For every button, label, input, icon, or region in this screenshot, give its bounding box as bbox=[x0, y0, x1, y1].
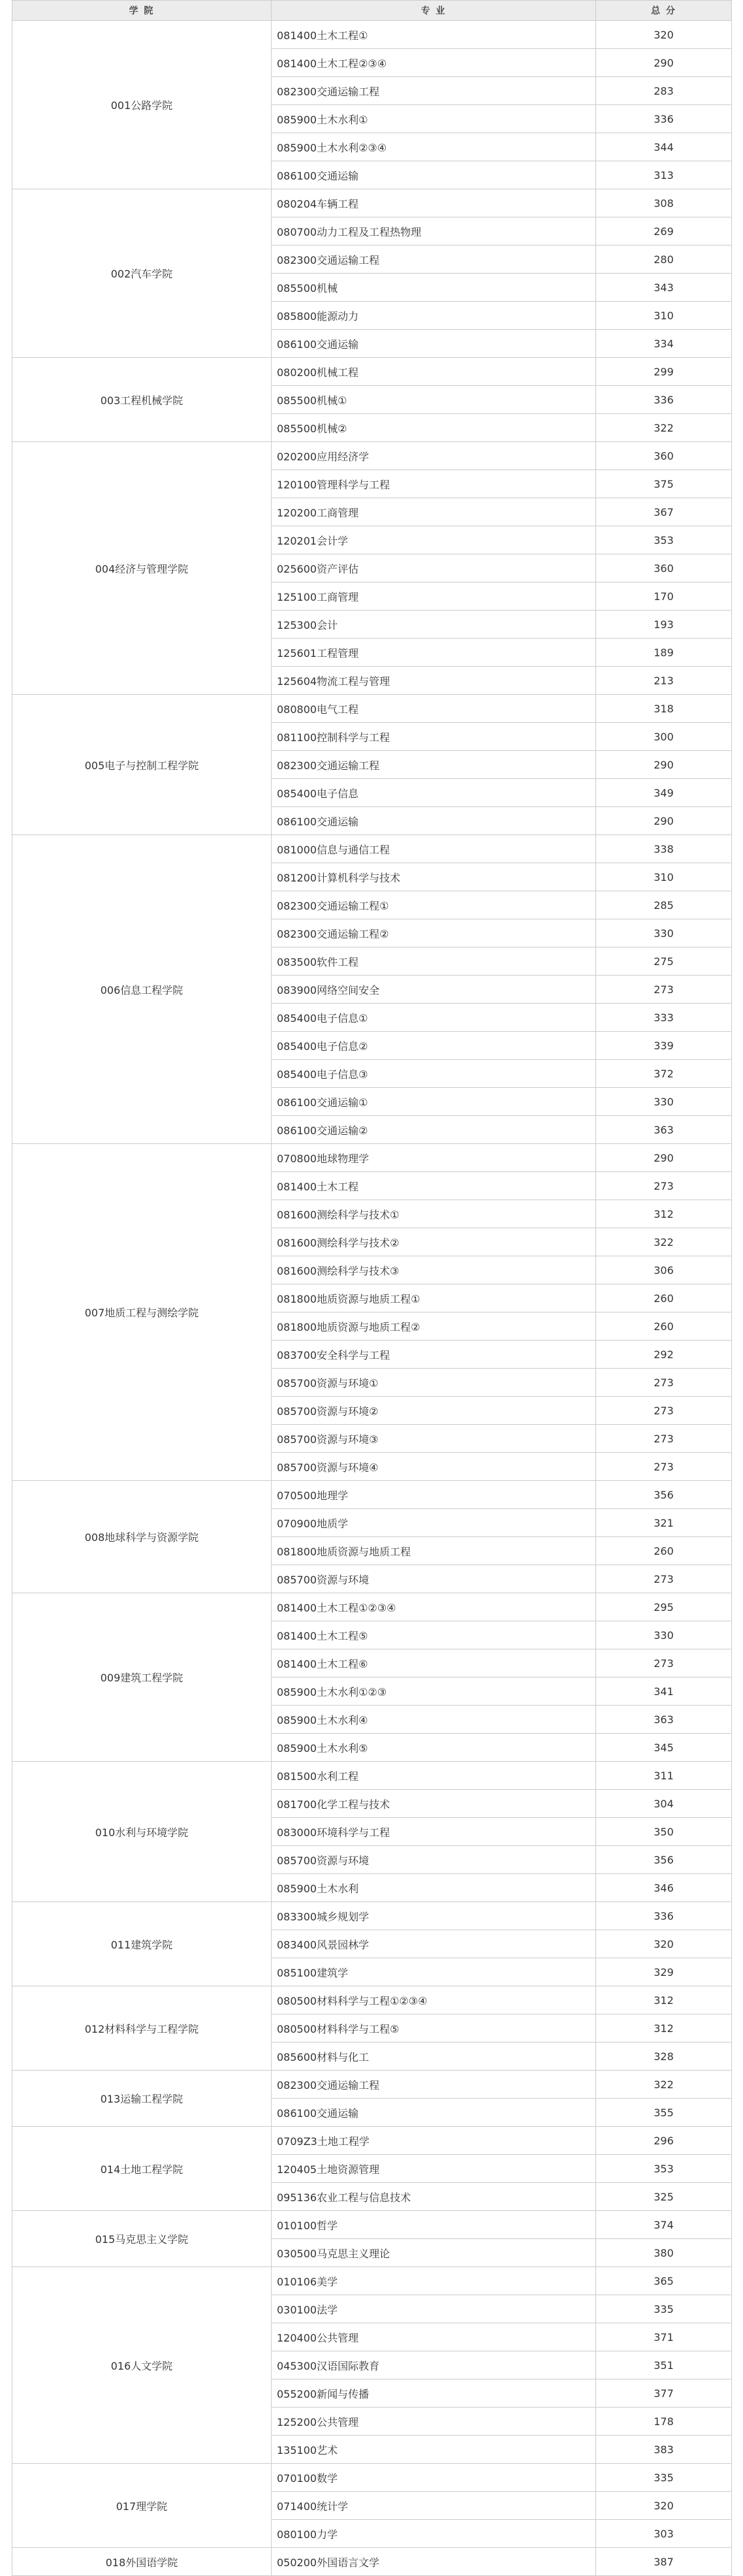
table-row bbox=[12, 2464, 732, 2492]
major-name: 025600资产评估 bbox=[272, 554, 596, 582]
college-name: 017理学院 bbox=[12, 2464, 272, 2548]
total-score: 275 bbox=[596, 947, 732, 976]
major-name: 081400土木工程⑥ bbox=[272, 1649, 596, 1678]
total-score: 350 bbox=[596, 1818, 732, 1846]
major-name: 081800地质资源与地质工程② bbox=[272, 1312, 596, 1341]
total-score: 333 bbox=[596, 1004, 732, 1032]
total-score: 328 bbox=[596, 2043, 732, 2071]
major-name: 120100管理科学与工程 bbox=[272, 470, 596, 498]
major-name: 086100交通运输 bbox=[272, 807, 596, 835]
major-name: 080100力学 bbox=[272, 2520, 596, 2548]
total-score: 371 bbox=[596, 2323, 732, 2351]
major-name: 125200公共管理 bbox=[272, 2408, 596, 2436]
total-score: 377 bbox=[596, 2379, 732, 2408]
major-name: 070100数学 bbox=[272, 2464, 596, 2492]
table-row bbox=[12, 442, 732, 470]
major-name: 085900土木水利④ bbox=[272, 1706, 596, 1734]
total-score: 193 bbox=[596, 611, 732, 639]
total-score: 273 bbox=[596, 1565, 732, 1593]
total-score: 273 bbox=[596, 1453, 732, 1481]
major-name: 081400土木工程②③④ bbox=[272, 49, 596, 77]
total-score: 363 bbox=[596, 1706, 732, 1734]
major-name: 081400土木工程⑤ bbox=[272, 1621, 596, 1649]
major-name: 081400土木工程① bbox=[272, 21, 596, 49]
total-score: 285 bbox=[596, 891, 732, 919]
total-score: 360 bbox=[596, 442, 732, 470]
table-row bbox=[12, 1986, 732, 2014]
total-score: 321 bbox=[596, 1509, 732, 1537]
table-row bbox=[12, 695, 732, 723]
total-score: 312 bbox=[596, 1200, 732, 1228]
total-score: 320 bbox=[596, 21, 732, 49]
table-body bbox=[12, 21, 732, 2576]
college-name: 009建筑工程学院 bbox=[12, 1593, 272, 1762]
total-score: 339 bbox=[596, 1032, 732, 1060]
major-name: 080500材料科学与工程①②③④ bbox=[272, 1986, 596, 2014]
major-name: 125604物流工程与管理 bbox=[272, 667, 596, 695]
total-score: 353 bbox=[596, 2155, 732, 2183]
total-score: 375 bbox=[596, 470, 732, 498]
total-score: 322 bbox=[596, 2071, 732, 2099]
major-name: 070800地球物理学 bbox=[272, 1144, 596, 1172]
total-score: 303 bbox=[596, 2520, 732, 2548]
total-score: 299 bbox=[596, 358, 732, 386]
major-name: 085400电子信息 bbox=[272, 779, 596, 807]
college-name: 006信息工程学院 bbox=[12, 835, 272, 1144]
major-name: 083000环境科学与工程 bbox=[272, 1818, 596, 1846]
total-score: 306 bbox=[596, 1256, 732, 1284]
major-name: 085900土木水利②③④ bbox=[272, 133, 596, 161]
total-score: 312 bbox=[596, 1986, 732, 2014]
major-name: 085900土木水利① bbox=[272, 105, 596, 133]
major-name: 081400土木工程①②③④ bbox=[272, 1593, 596, 1621]
header-score: 总 分 bbox=[596, 1, 732, 21]
total-score: 273 bbox=[596, 1369, 732, 1397]
major-name: 071400统计学 bbox=[272, 2492, 596, 2520]
major-name: 0709Z3土地工程学 bbox=[272, 2127, 596, 2155]
total-score: 260 bbox=[596, 1284, 732, 1312]
total-score: 336 bbox=[596, 105, 732, 133]
total-score: 178 bbox=[596, 2408, 732, 2436]
major-name: 081500水利工程 bbox=[272, 1762, 596, 1790]
total-score: 349 bbox=[596, 779, 732, 807]
major-name: 085100建筑学 bbox=[272, 1958, 596, 1986]
major-name: 083900网络空间安全 bbox=[272, 976, 596, 1004]
table-row bbox=[12, 21, 732, 49]
table-row bbox=[12, 1481, 732, 1509]
major-name: 030500马克思主义理论 bbox=[272, 2239, 596, 2267]
total-score: 320 bbox=[596, 2492, 732, 2520]
total-score: 292 bbox=[596, 1341, 732, 1369]
total-score: 273 bbox=[596, 976, 732, 1004]
major-name: 010106美学 bbox=[272, 2267, 596, 2295]
major-name: 070900地质学 bbox=[272, 1509, 596, 1537]
major-name: 082300交通运输工程② bbox=[272, 919, 596, 947]
major-name: 135100艺术 bbox=[272, 2436, 596, 2464]
total-score: 351 bbox=[596, 2351, 732, 2379]
major-name: 082300交通运输工程① bbox=[272, 891, 596, 919]
major-name: 086100交通运输 bbox=[272, 2099, 596, 2127]
total-score: 310 bbox=[596, 302, 732, 330]
major-name: 125601工程管理 bbox=[272, 639, 596, 667]
total-score: 334 bbox=[596, 330, 732, 358]
table-row bbox=[12, 1144, 732, 1172]
total-score: 343 bbox=[596, 274, 732, 302]
total-score: 353 bbox=[596, 526, 732, 554]
major-name: 082300交通运输工程 bbox=[272, 246, 596, 274]
major-name: 070500地理学 bbox=[272, 1481, 596, 1509]
total-score: 308 bbox=[596, 189, 732, 217]
table-row bbox=[12, 2267, 732, 2295]
total-score: 330 bbox=[596, 919, 732, 947]
major-name: 085900土木水利⑤ bbox=[272, 1734, 596, 1762]
total-score: 312 bbox=[596, 2014, 732, 2043]
table-row bbox=[12, 358, 732, 386]
major-name: 085700资源与环境④ bbox=[272, 1453, 596, 1481]
major-name: 086100交通运输 bbox=[272, 330, 596, 358]
total-score: 295 bbox=[596, 1593, 732, 1621]
total-score: 296 bbox=[596, 2127, 732, 2155]
major-name: 085400电子信息② bbox=[272, 1032, 596, 1060]
major-name: 120200工商管理 bbox=[272, 498, 596, 526]
total-score: 344 bbox=[596, 133, 732, 161]
major-name: 085500机械 bbox=[272, 274, 596, 302]
total-score: 290 bbox=[596, 1144, 732, 1172]
major-name: 120201会计学 bbox=[272, 526, 596, 554]
total-score: 356 bbox=[596, 1846, 732, 1874]
table-row bbox=[12, 2548, 732, 2576]
college-name: 012材料科学与工程学院 bbox=[12, 1986, 272, 2071]
major-name: 083400风景园林学 bbox=[272, 1930, 596, 1958]
major-name: 081600测绘科学与技术③ bbox=[272, 1256, 596, 1284]
college-name: 013运输工程学院 bbox=[12, 2071, 272, 2127]
major-name: 085700资源与环境 bbox=[272, 1565, 596, 1593]
total-score: 341 bbox=[596, 1678, 732, 1706]
total-score: 170 bbox=[596, 582, 732, 611]
total-score: 365 bbox=[596, 2267, 732, 2295]
major-name: 081700化学工程与技术 bbox=[272, 1790, 596, 1818]
major-name: 085500机械① bbox=[272, 386, 596, 414]
total-score: 322 bbox=[596, 414, 732, 442]
college-name: 005电子与控制工程学院 bbox=[12, 695, 272, 835]
major-name: 045300汉语国际教育 bbox=[272, 2351, 596, 2379]
total-score: 311 bbox=[596, 1762, 732, 1790]
major-name: 085700资源与环境 bbox=[272, 1846, 596, 1874]
college-name: 007地质工程与测绘学院 bbox=[12, 1144, 272, 1481]
total-score: 310 bbox=[596, 863, 732, 891]
major-name: 085800能源动力 bbox=[272, 302, 596, 330]
major-name: 081600测绘科学与技术① bbox=[272, 1200, 596, 1228]
total-score: 360 bbox=[596, 554, 732, 582]
major-name: 081100控制科学与工程 bbox=[272, 723, 596, 751]
major-name: 081800地质资源与地质工程① bbox=[272, 1284, 596, 1312]
total-score: 335 bbox=[596, 2464, 732, 2492]
total-score: 345 bbox=[596, 1734, 732, 1762]
major-name: 120400公共管理 bbox=[272, 2323, 596, 2351]
total-score: 273 bbox=[596, 1649, 732, 1678]
major-name: 085400电子信息① bbox=[272, 1004, 596, 1032]
table-row bbox=[12, 2127, 732, 2155]
major-name: 080800电气工程 bbox=[272, 695, 596, 723]
college-name: 002汽车学院 bbox=[12, 189, 272, 358]
table-row bbox=[12, 1902, 732, 1930]
total-score: 380 bbox=[596, 2239, 732, 2267]
college-name: 014土地工程学院 bbox=[12, 2127, 272, 2211]
total-score: 329 bbox=[596, 1958, 732, 1986]
major-name: 083500软件工程 bbox=[272, 947, 596, 976]
total-score: 335 bbox=[596, 2295, 732, 2323]
total-score: 372 bbox=[596, 1060, 732, 1088]
major-name: 080700动力工程及工程热物理 bbox=[272, 217, 596, 246]
total-score: 346 bbox=[596, 1874, 732, 1902]
major-name: 086100交通运输② bbox=[272, 1116, 596, 1144]
college-name: 018外国语学院 bbox=[12, 2548, 272, 2576]
total-score: 322 bbox=[596, 1228, 732, 1256]
total-score: 355 bbox=[596, 2099, 732, 2127]
major-name: 095136农业工程与信息技术 bbox=[272, 2183, 596, 2211]
major-name: 080500材料科学与工程⑤ bbox=[272, 2014, 596, 2043]
total-score: 280 bbox=[596, 246, 732, 274]
total-score: 260 bbox=[596, 1537, 732, 1565]
major-name: 085700资源与环境② bbox=[272, 1397, 596, 1425]
major-name: 082300交通运输工程 bbox=[272, 2071, 596, 2099]
major-name: 080204车辆工程 bbox=[272, 189, 596, 217]
major-name: 010100哲学 bbox=[272, 2211, 596, 2239]
major-name: 081400土木工程 bbox=[272, 1172, 596, 1200]
major-name: 086100交通运输① bbox=[272, 1088, 596, 1116]
total-score: 338 bbox=[596, 835, 732, 863]
total-score: 290 bbox=[596, 751, 732, 779]
total-score: 273 bbox=[596, 1172, 732, 1200]
total-score: 213 bbox=[596, 667, 732, 695]
header-college: 学 院 bbox=[12, 1, 272, 21]
total-score: 330 bbox=[596, 1621, 732, 1649]
college-name: 008地球科学与资源学院 bbox=[12, 1481, 272, 1593]
major-name: 080200机械工程 bbox=[272, 358, 596, 386]
major-name: 081800地质资源与地质工程 bbox=[272, 1537, 596, 1565]
major-name: 083300城乡规划学 bbox=[272, 1902, 596, 1930]
total-score: 363 bbox=[596, 1116, 732, 1144]
table-row bbox=[12, 189, 732, 217]
total-score: 290 bbox=[596, 807, 732, 835]
total-score: 383 bbox=[596, 2436, 732, 2464]
major-name: 055200新闻与传播 bbox=[272, 2379, 596, 2408]
table-row bbox=[12, 1593, 732, 1621]
total-score: 304 bbox=[596, 1790, 732, 1818]
major-name: 125100工商管理 bbox=[272, 582, 596, 611]
major-name: 050200外国语言文学 bbox=[272, 2548, 596, 2576]
major-name: 085900土木水利 bbox=[272, 1874, 596, 1902]
total-score: 283 bbox=[596, 77, 732, 105]
major-name: 086100交通运输 bbox=[272, 161, 596, 189]
total-score: 320 bbox=[596, 1930, 732, 1958]
total-score: 374 bbox=[596, 2211, 732, 2239]
total-score: 260 bbox=[596, 1312, 732, 1341]
major-name: 081200计算机科学与技术 bbox=[272, 863, 596, 891]
total-score: 367 bbox=[596, 498, 732, 526]
total-score: 330 bbox=[596, 1088, 732, 1116]
major-name: 085900土木水利①②③ bbox=[272, 1678, 596, 1706]
total-score: 318 bbox=[596, 695, 732, 723]
major-name: 120405土地资源管理 bbox=[272, 2155, 596, 2183]
table-row bbox=[12, 1762, 732, 1790]
college-name: 010水利与环境学院 bbox=[12, 1762, 272, 1902]
major-name: 081000信息与通信工程 bbox=[272, 835, 596, 863]
total-score: 189 bbox=[596, 639, 732, 667]
total-score: 336 bbox=[596, 1902, 732, 1930]
major-name: 085700资源与环境③ bbox=[272, 1425, 596, 1453]
table-header-row bbox=[12, 1, 732, 21]
total-score: 313 bbox=[596, 161, 732, 189]
college-name: 003工程机械学院 bbox=[12, 358, 272, 442]
total-score: 273 bbox=[596, 1397, 732, 1425]
total-score: 356 bbox=[596, 1481, 732, 1509]
college-name: 011建筑学院 bbox=[12, 1902, 272, 1986]
college-name: 001公路学院 bbox=[12, 21, 272, 189]
admission-score-table bbox=[12, 0, 732, 2576]
major-name: 082300交通运输工程 bbox=[272, 751, 596, 779]
table-row bbox=[12, 2211, 732, 2239]
major-name: 085500机械② bbox=[272, 414, 596, 442]
total-score: 269 bbox=[596, 217, 732, 246]
major-name: 085700资源与环境① bbox=[272, 1369, 596, 1397]
total-score: 300 bbox=[596, 723, 732, 751]
major-name: 020200应用经济学 bbox=[272, 442, 596, 470]
major-name: 125300会计 bbox=[272, 611, 596, 639]
total-score: 336 bbox=[596, 386, 732, 414]
total-score: 325 bbox=[596, 2183, 732, 2211]
total-score: 290 bbox=[596, 49, 732, 77]
major-name: 085400电子信息③ bbox=[272, 1060, 596, 1088]
table-row bbox=[12, 835, 732, 863]
major-name: 081600测绘科学与技术② bbox=[272, 1228, 596, 1256]
major-name: 082300交通运输工程 bbox=[272, 77, 596, 105]
major-name: 030100法学 bbox=[272, 2295, 596, 2323]
major-name: 083700安全科学与工程 bbox=[272, 1341, 596, 1369]
major-name: 085600材料与化工 bbox=[272, 2043, 596, 2071]
college-name: 016人文学院 bbox=[12, 2267, 272, 2464]
header-major: 专 业 bbox=[272, 1, 596, 21]
college-name: 004经济与管理学院 bbox=[12, 442, 272, 695]
total-score: 273 bbox=[596, 1425, 732, 1453]
table-row bbox=[12, 2071, 732, 2099]
total-score: 387 bbox=[596, 2548, 732, 2576]
college-name: 015马克思主义学院 bbox=[12, 2211, 272, 2267]
